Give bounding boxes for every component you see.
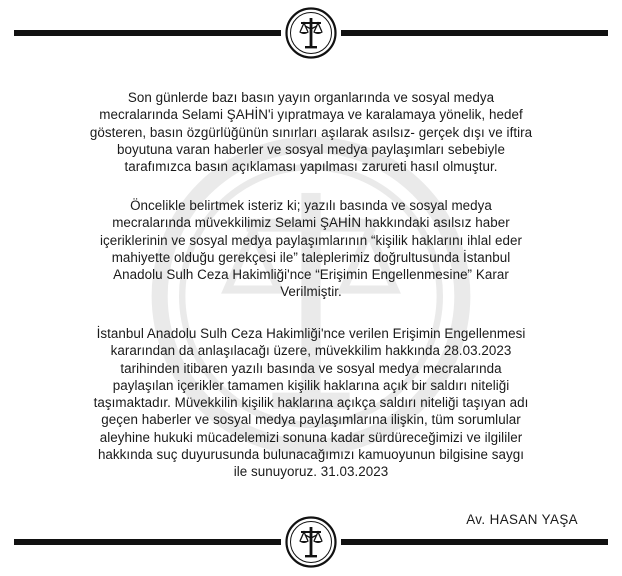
paragraph-2: [34, 197, 588, 301]
paragraph-line: mecralarında Selami ŞAHİN'i yıpratmaya ve karalamaya yönelik, hedef: [99, 107, 523, 123]
paragraph-line: Son günlerde bazı basın yayın organlarında ve sosyal medya: [127, 90, 495, 105]
law-scales-emblem-icon: [285, 7, 337, 59]
paragraph-line: tarafımızca basın açıklaması yapılması zarureti hasıl olmuştur.: [124, 159, 498, 175]
paragraph-line: İstanbul Anadolu Sulh Ceza Hakimliği'nce verilen Erişimin Engellenmesi: [96, 326, 526, 341]
paragraph-line: Verilmiştir.: [280, 284, 342, 300]
paragraph-line: Öncelikle belirtmek isteriz ki; yazılı basında ve sosyal medya: [130, 198, 492, 213]
paragraph-3: [34, 325, 588, 481]
paragraph-line: geçen haberler ve sosyal medya paylaşımlarına ilişkin, tüm sorumlular: [101, 412, 521, 428]
paragraph-line: içeriklerinin ve sosyal medya paylaşımlarının “kişilik haklarını ihlal eder: [100, 232, 522, 248]
paragraph-1: [34, 89, 588, 175]
law-scales-emblem-icon: [285, 516, 337, 568]
paragraph-line: mahiyette olduğu gerekçesi ile” taleplerimiz doğrultusunda İstanbul: [111, 249, 511, 265]
paragraph-line: tarihinden itibaren yazılı basında ve sosyal medya mecralarında: [120, 360, 502, 376]
paragraph-line: taşımaktadır. Müvekkilin kişilik haklarına açıkça saldırı niteliği taşıyan adı: [93, 395, 529, 411]
paragraph-line: boyutuna varan haberler ve sosyal medya paylaşımları sebebiyle: [117, 141, 505, 157]
paragraph-line: kararından da anlaşılacağı üzere, müvekkilim hakkında 28.03.2023: [110, 343, 512, 359]
top-left-rule: [14, 30, 281, 36]
bottom-left-rule: [14, 539, 281, 545]
paragraph-line: gösteren, basın özgürlüğünün sınırları aşılarak asılsız- gerçek dışı ve iftira: [89, 124, 533, 140]
paragraph-line: paylaşılan içerikler tamamen kişilik haklarına açık bir saldırı niteliği: [112, 377, 510, 393]
paragraph-line: ile sunuyoruz. 31.03.2023: [233, 464, 389, 480]
paragraph-line: mecralarında müvekkilimiz Selami ŞAHİN hakkındaki asılsız haber: [112, 215, 510, 231]
signature: Av. HASAN YAŞA: [466, 512, 578, 527]
paragraph-line: Anadolu Sulh Ceza Hakimliği'nce “Erişimin Engellenmesine” Karar: [113, 267, 509, 283]
top-right-rule: [341, 30, 608, 36]
paragraph-line: hakkında suç duyurusunda bulunacağımızı kamuoyunun bilgisine saygı: [97, 447, 525, 463]
bottom-right-rule: [341, 539, 608, 545]
paragraph-line: aleyhine hukuki mücadelemizi sonuna kadar sürdüreceğimizi ve ilgililer: [99, 429, 523, 445]
